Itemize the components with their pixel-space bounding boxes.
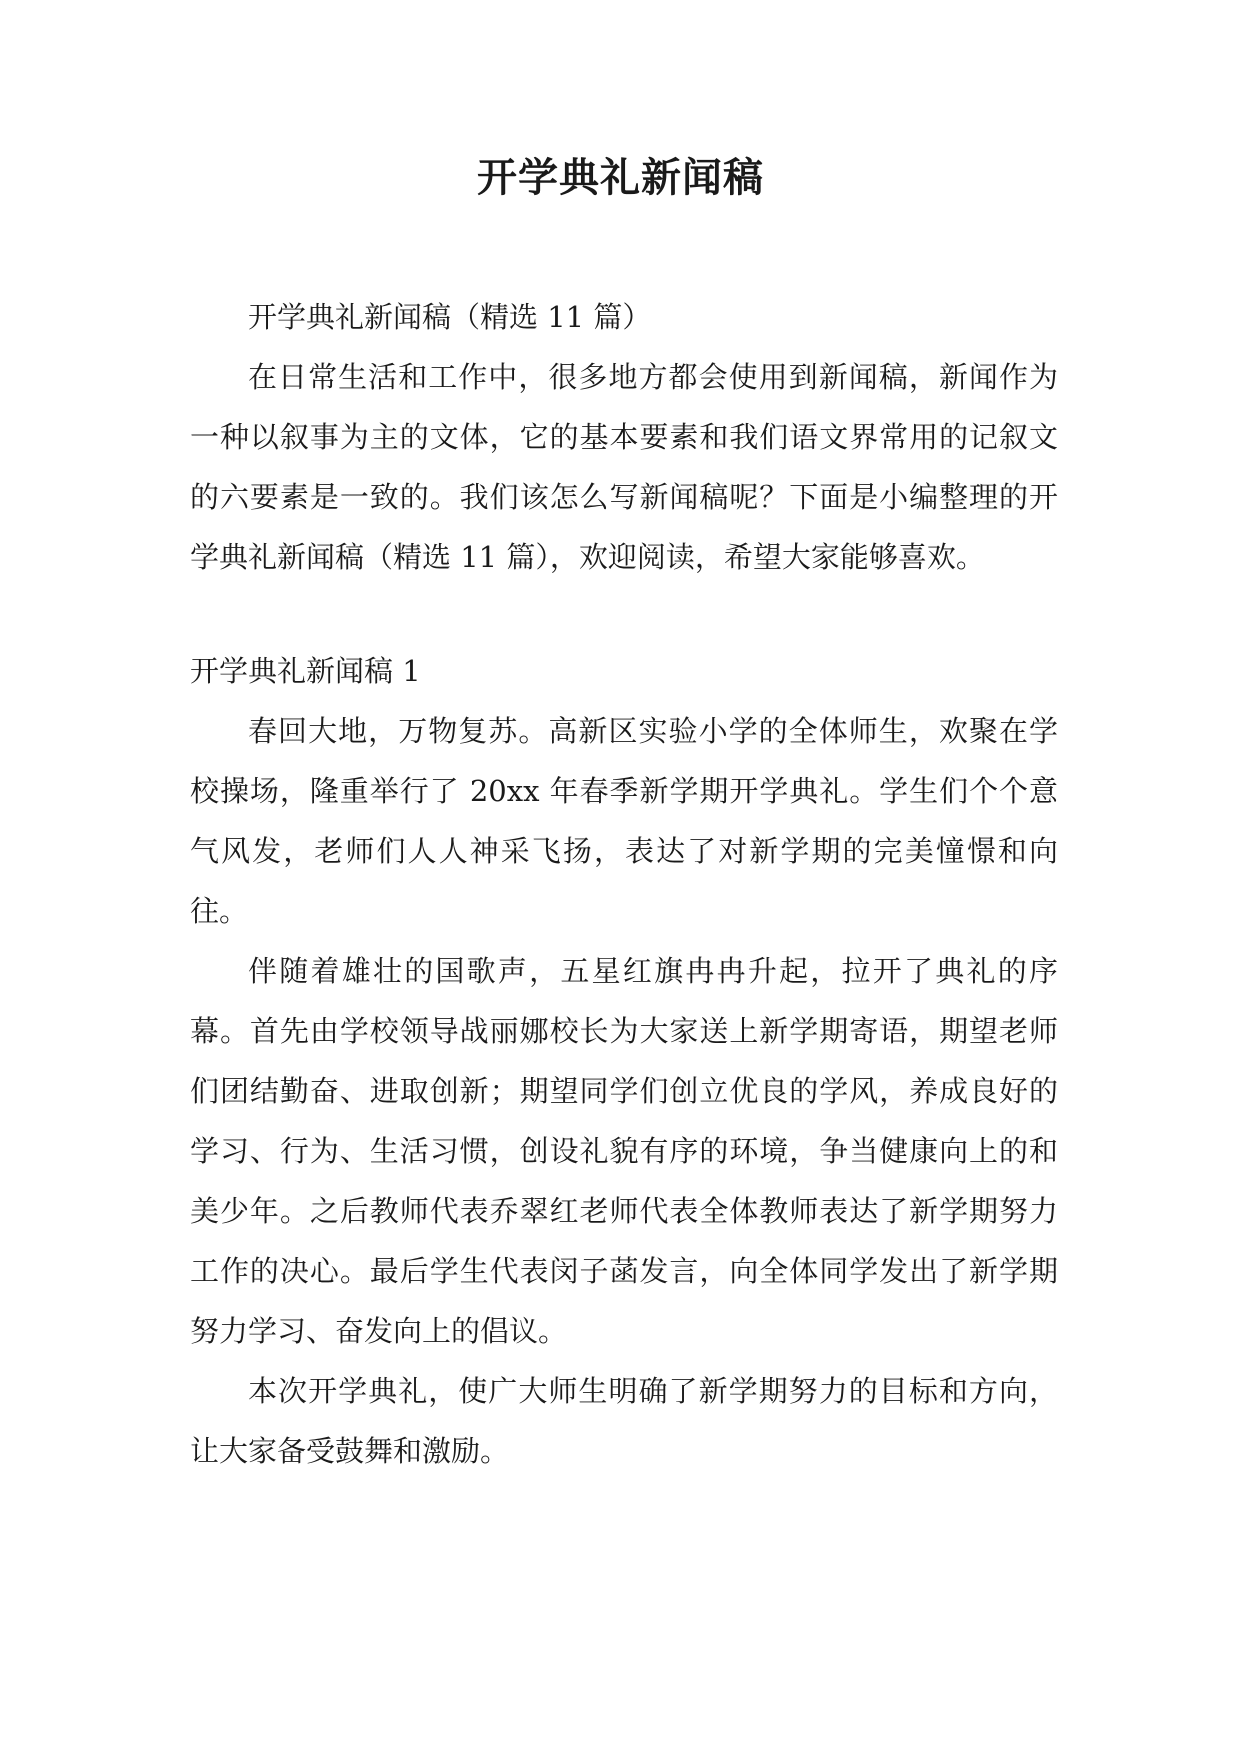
intro-paragraph: 在日常生活和工作中，很多地方都会使用到新闻稿，新闻作为一种以叙事为主的文体，它的基本要素和我们语文界常用的记叙文的六要素是一致的。我们该怎么写新闻稿呢？下面是小编整理的开学典礼新闻稿（精选 11 篇），欢迎阅读，希望大家能够喜欢。 — [190, 360, 1058, 574]
section-heading: 开学典礼新闻稿 1 — [190, 654, 421, 688]
document-body — [190, 287, 1058, 1481]
section-paragraph: 本次开学典礼，使广大师生明确了新学期努力的目标和方向，让大家备受鼓舞和激励。 — [190, 1374, 1058, 1468]
document-title: 开学典礼新闻稿 — [477, 154, 764, 201]
section-paragraph: 伴随着雄壮的国歌声，五星红旗冉冉升起，拉开了典礼的序幕。首先由学校领导战丽娜校长为大家送上新学期寄语，期望老师们团结勤奋、进取创新；期望同学们创立优良的学风，养成良好的学习、行为、生活习惯，创设礼貌有序的环境，争当健康向上的和美少年。之后教师代表乔翠红老师代表全体教师表达了新学期努力工作的决心。最后学生代表闵子菡发言，向全体同学发出了新学期努力学习、奋发向上的倡议。 — [190, 954, 1058, 1348]
section-paragraph: 春回大地，万物复苏。高新区实验小学的全体师生，欢聚在学校操场，隆重举行了 20xx 年春季新学期开学典礼。学生们个个意气风发，老师们人人神采飞扬，表达了对新学期的完美憧憬和向往。 — [190, 714, 1058, 928]
document-subtitle: 开学典礼新闻稿（精选 11 篇） — [248, 300, 652, 334]
